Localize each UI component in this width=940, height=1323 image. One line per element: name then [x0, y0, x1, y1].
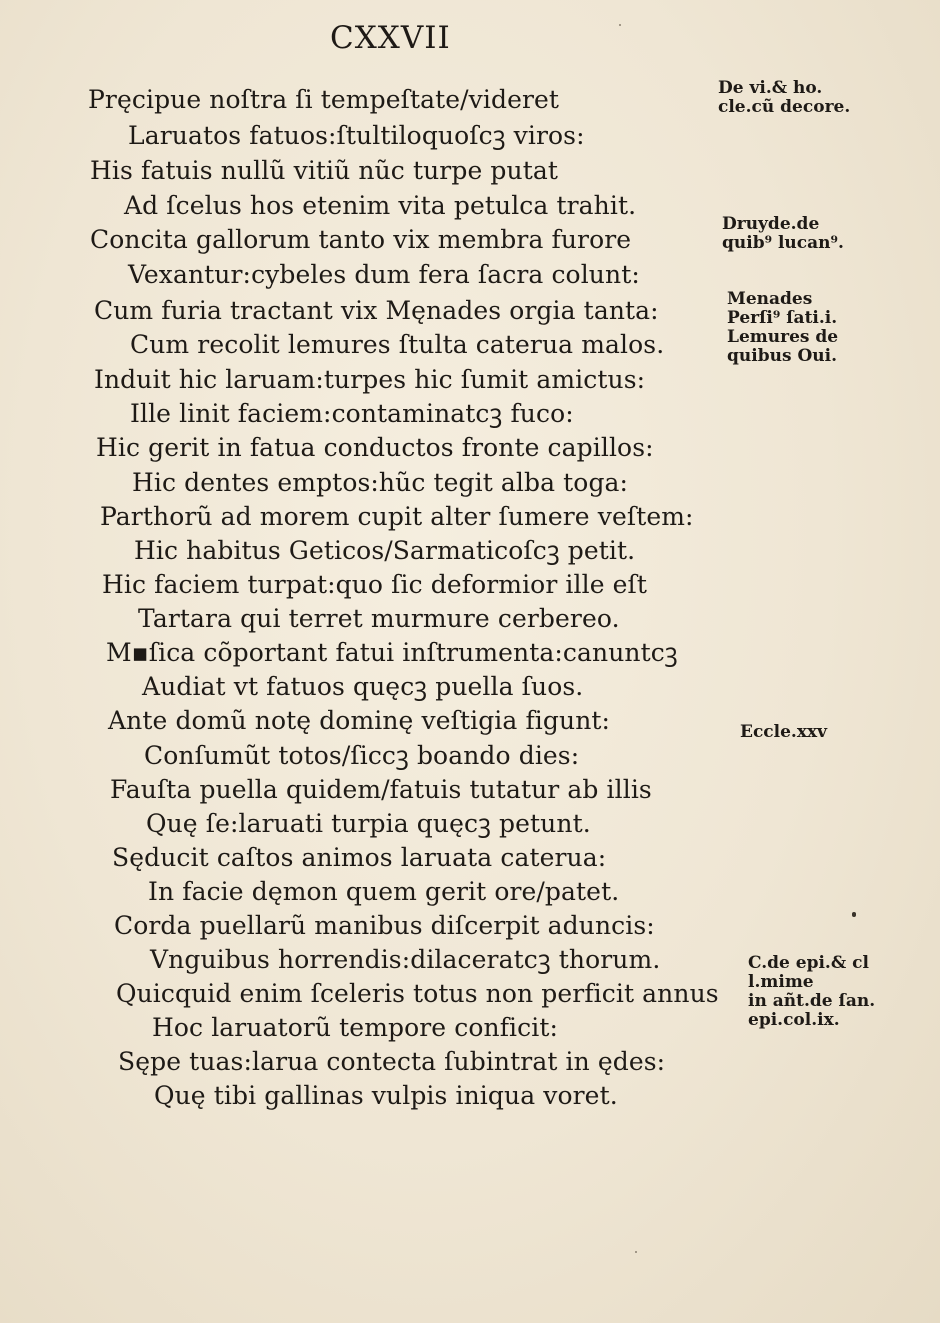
verse-line: Parthorũ ad morem cupit alter ſumere veſtem: [100, 502, 694, 531]
verse-line: In facie dęmon quem gerit ore/patet. [148, 877, 620, 906]
verse-line: Quicquid enim ſceleris totus non perficit annus [116, 979, 719, 1008]
verse-line: Conſumũt totos/ſiccꝫ boando dies: [144, 741, 580, 770]
verse-line: Concita gallorum tanto vix membra furore [90, 225, 632, 254]
verse-line: Quę ſe:laruati turpia quęcꝫ petunt. [146, 809, 591, 838]
verse-line: His fatuis nullũ vitiũ nũc turpe putat [90, 156, 558, 185]
margin-note-line: in añt.de ſan. [748, 991, 876, 1011]
verse-line: Laruatos fatuos:ſtultiloquoſcꝫ viros: [128, 121, 585, 150]
verse-line: Fauſta puella quidem/fatuis tutatur ab illis [110, 775, 652, 804]
verse-line: Hic habitus Geticos/Sarmaticoſcꝫ petit. [134, 536, 636, 565]
verse-line: M▪ſica cõportant fatui inſtrumenta:canuntcꝫ [106, 638, 678, 667]
verse-line: Induit hic laruam:turpes hic ſumit amictus: [94, 365, 646, 394]
verse-line: Cum recolit lemures ſtulta caterua malos. [130, 330, 665, 359]
verse-line: Hic gerit in fatua conductos fronte capillos: [96, 433, 654, 462]
verse-line: Vexantur:cybeles dum fera ſacra colunt: [128, 260, 640, 289]
verse-line: Ad ſcelus hos etenim vita petulca trahit. [124, 191, 637, 220]
verse-line: Hic faciem turpat:quo ſic deformior ille eſt [102, 570, 648, 599]
verse-line: Sępe tuas:larua contecta ſubintrat in ędes: [118, 1047, 666, 1076]
verse-line: Audiat vt fatuos quęcꝫ puella ſuos. [142, 672, 584, 701]
page-number: CXXVII [330, 20, 451, 56]
margin-note-line: Perſi⁹ ſati.i. [727, 308, 838, 328]
margin-note-line: Menades [727, 289, 813, 309]
margin-note-line: cle.cũ decore. [718, 97, 851, 117]
verse-line: Hoc laruatorũ tempore conficit: [152, 1013, 559, 1042]
margin-note [722, 215, 844, 253]
verse-line: Hic dentes emptos:hũc tegit alba toga: [132, 468, 629, 497]
margin-note [718, 79, 850, 117]
ornament-dot [852, 912, 856, 917]
ink-speck [635, 1251, 637, 1253]
verse-line: Sęducit caſtos animos laruata caterua: [112, 843, 607, 872]
margin-note-line: De vi.& ho. [718, 78, 823, 98]
margin-note-line: quibus Oui. [727, 346, 837, 366]
verse-line: Tartara qui terret murmure cerbereo. [138, 604, 620, 633]
margin-note-line: Lemures de [727, 327, 839, 347]
verse-line: Cum furia tractant vix Męnades orgia tanta: [94, 296, 659, 325]
margin-note-line: quib⁹ lucan⁹. [722, 233, 844, 253]
verse-line: Ante domũ notę dominę veſtigia figunt: [108, 706, 611, 735]
verse-line: Corda puellarũ manibus diſcerpit aduncis: [114, 911, 655, 940]
margin-note-line: epi.col.ix. [748, 1010, 840, 1030]
margin-note-line: l.mime [748, 972, 814, 992]
margin-note-line: C.de epi.& cl [748, 953, 869, 973]
ink-speck [619, 24, 621, 26]
margin-note [748, 954, 875, 1030]
margin-note [727, 290, 838, 366]
margin-note [740, 723, 827, 742]
verse-line: Quę tibi gallinas vulpis iniqua voret. [154, 1081, 618, 1110]
verse-line: Pręcipue noſtra ſi tempeſtate/videret [88, 85, 560, 114]
verse-line: Ille linit faciem:contaminatcꝫ fuco: [130, 399, 574, 428]
margin-note-line: Eccle.xxv [740, 722, 828, 742]
verse-line: Vnguibus horrendis:dilaceratcꝫ thorum. [150, 945, 661, 974]
margin-note-line: Druyde.de [722, 214, 820, 234]
